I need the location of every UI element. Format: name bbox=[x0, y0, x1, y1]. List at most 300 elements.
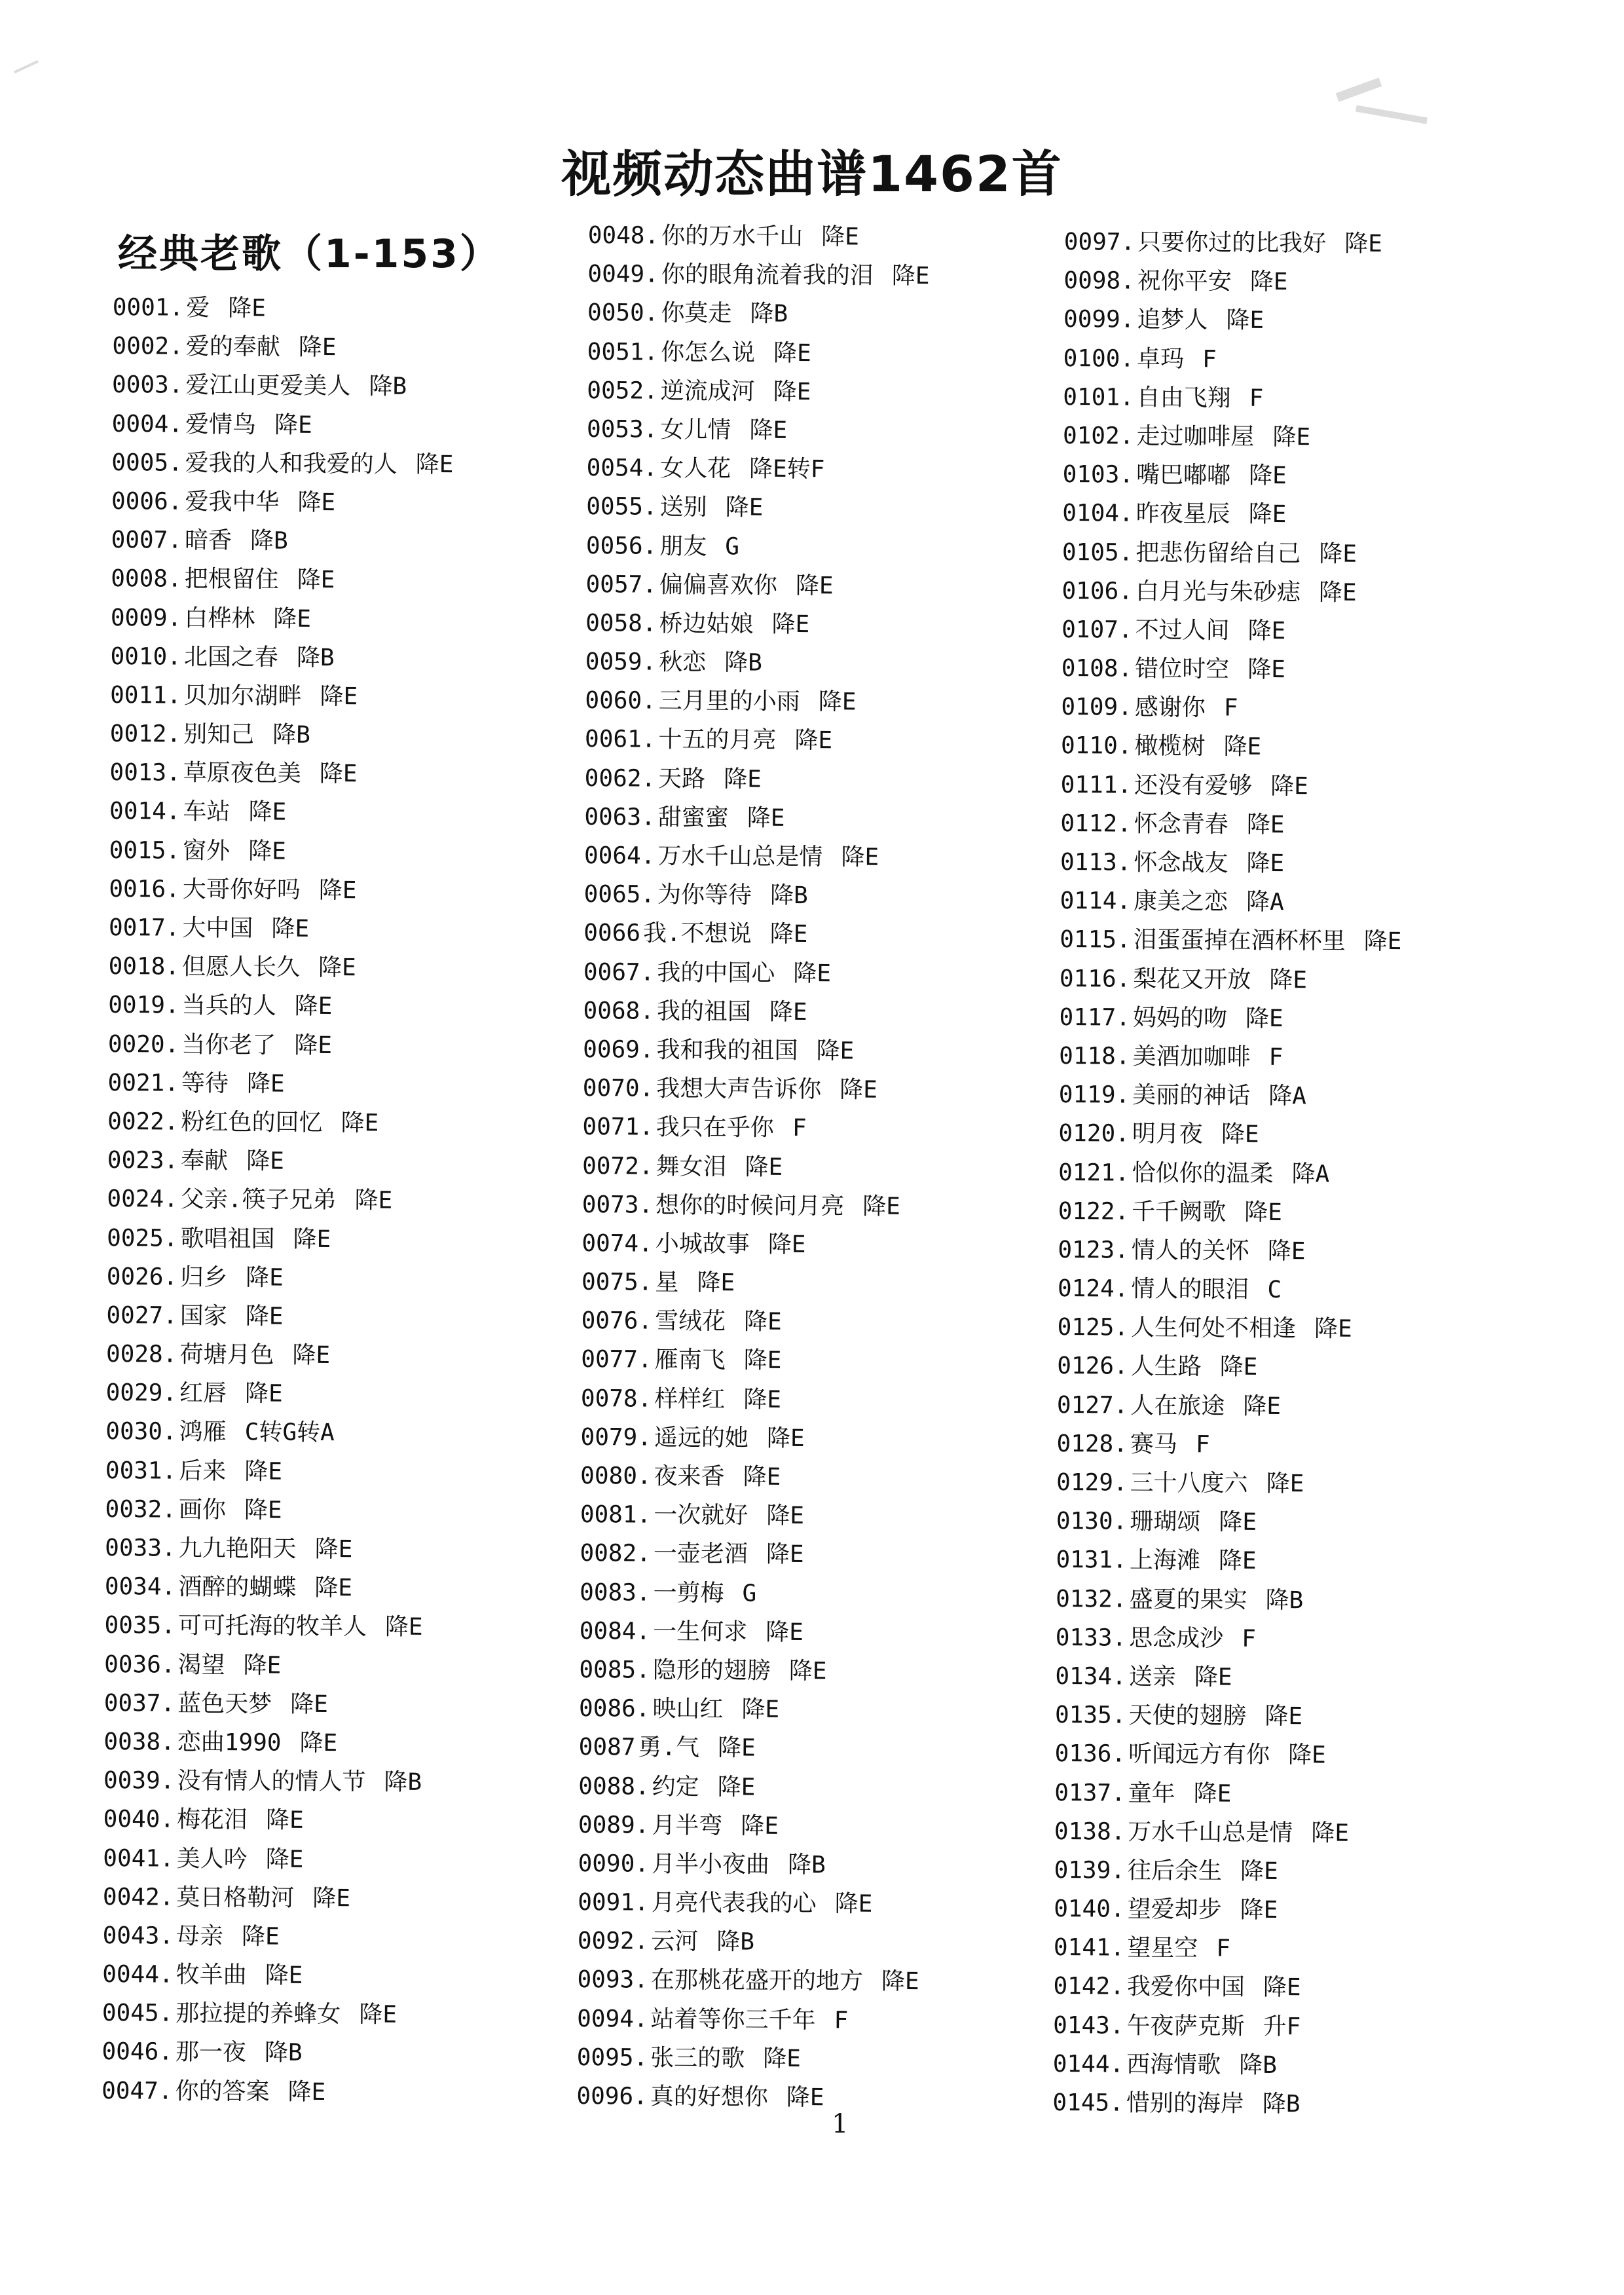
song-number: 0105. bbox=[1061, 538, 1134, 567]
song-number: 0077. bbox=[581, 1346, 652, 1374]
song-key: 降E bbox=[1264, 1703, 1303, 1730]
song-key: 降E bbox=[747, 804, 785, 832]
song-key: 降E bbox=[384, 1613, 423, 1641]
song-title: 为你等待 bbox=[657, 881, 752, 909]
song-title: 偏偏喜欢你 bbox=[659, 571, 778, 599]
song-number: 0059. bbox=[585, 648, 657, 676]
song-title: 美丽的神话 bbox=[1132, 1081, 1251, 1110]
song-number: 0045. bbox=[101, 2000, 174, 2027]
song-entry bbox=[111, 598, 452, 639]
song-number: 0006. bbox=[111, 487, 183, 515]
song-key: 降E bbox=[312, 1884, 351, 1912]
song-title: 不过人间 bbox=[1135, 616, 1230, 644]
song-entry bbox=[578, 1806, 920, 1846]
song-key: 降E bbox=[1270, 772, 1308, 800]
song-title: 梅花泪 bbox=[176, 1806, 248, 1834]
song-entry bbox=[584, 836, 926, 877]
song-title: 祝你平安 bbox=[1137, 267, 1232, 295]
song-number: 0107. bbox=[1061, 616, 1133, 644]
song-number: 0012. bbox=[109, 720, 181, 748]
song-number: 0130. bbox=[1056, 1508, 1128, 1535]
song-entry bbox=[578, 1766, 920, 1807]
song-key: 降E bbox=[1194, 1664, 1232, 1691]
song-key: 降B bbox=[716, 1928, 755, 1956]
song-entry bbox=[1060, 920, 1401, 961]
song-key: 降E bbox=[745, 1153, 783, 1181]
song-entry bbox=[112, 327, 454, 367]
song-number: 0032. bbox=[105, 1495, 177, 1523]
song-number: 0003. bbox=[111, 371, 183, 400]
song-number: 0097. bbox=[1063, 228, 1135, 256]
song-entry bbox=[1062, 532, 1404, 573]
song-title: 雪绒花 bbox=[654, 1307, 726, 1335]
song-number: 0136. bbox=[1054, 1740, 1126, 1768]
song-number: 0038. bbox=[103, 1728, 175, 1756]
song-key: 降E bbox=[767, 1231, 806, 1258]
song-title: 康美之恋 bbox=[1133, 887, 1228, 916]
song-key: 降E bbox=[766, 1502, 805, 1530]
song-title: 我和我的祖国 bbox=[656, 1036, 798, 1064]
song-number: 0125. bbox=[1057, 1314, 1129, 1341]
song-entry bbox=[1059, 998, 1401, 1039]
song-entry bbox=[579, 1689, 921, 1730]
song-title: 卓玛 bbox=[1136, 345, 1185, 373]
song-title: 我的中国心 bbox=[657, 959, 775, 987]
song-title: 一次就好 bbox=[654, 1501, 748, 1529]
song-key: 降E bbox=[1240, 1857, 1278, 1885]
song-number: 0040. bbox=[103, 1806, 175, 1833]
song-entry bbox=[1055, 1696, 1397, 1736]
song-number: 0071. bbox=[582, 1113, 654, 1141]
song-key: 降E bbox=[786, 2083, 824, 2112]
song-key: 降B bbox=[249, 527, 288, 555]
song-number: 0004. bbox=[111, 410, 183, 438]
song-number: 0048. bbox=[587, 221, 659, 250]
song-key: 降E bbox=[290, 1690, 329, 1718]
song-key: C转G转A bbox=[244, 1419, 335, 1447]
song-title: 万水千山总是情 bbox=[1128, 1818, 1293, 1846]
song-number: 0039. bbox=[103, 1767, 175, 1795]
song-number: 0002. bbox=[112, 333, 183, 360]
song-number: 0056. bbox=[585, 532, 657, 560]
song-title: 爱江山更爱美人 bbox=[185, 372, 351, 400]
song-number: 0122. bbox=[1058, 1197, 1130, 1225]
song-entry bbox=[111, 482, 453, 523]
song-entry bbox=[108, 947, 450, 988]
song-number: 0139. bbox=[1054, 1856, 1126, 1884]
song-number: 0081. bbox=[580, 1501, 652, 1529]
song-entry bbox=[576, 2077, 918, 2118]
song-number: 0008. bbox=[111, 565, 182, 593]
song-title: 舞女泪 bbox=[655, 1153, 727, 1180]
song-key: 降E bbox=[1319, 540, 1357, 568]
song-key: 降E bbox=[773, 378, 811, 405]
song-title: 母亲 bbox=[175, 1922, 224, 1950]
song-title: 还没有爱够 bbox=[1134, 772, 1253, 800]
song-number: 0029. bbox=[105, 1379, 177, 1407]
song-title: 走过咖啡屋 bbox=[1136, 422, 1255, 451]
song-title: 贝加尔湖畔 bbox=[183, 682, 302, 710]
song-title: 恰似你的温柔 bbox=[1132, 1159, 1274, 1187]
song-key: 降E bbox=[248, 837, 286, 865]
song-key: 降E bbox=[1272, 423, 1311, 451]
song-title: 张三的歌 bbox=[650, 2044, 745, 2072]
song-number: 0030. bbox=[105, 1418, 177, 1446]
song-entry bbox=[106, 1373, 448, 1414]
song-entry bbox=[1063, 300, 1405, 341]
song-entry bbox=[587, 371, 929, 412]
song-key: 降E bbox=[244, 1380, 283, 1408]
song-number: 0123. bbox=[1058, 1236, 1129, 1264]
song-title: 红唇 bbox=[179, 1379, 227, 1408]
song-number: 0076. bbox=[581, 1307, 653, 1335]
song-title: 渴望 bbox=[177, 1651, 225, 1679]
song-title: 月半小夜曲 bbox=[651, 1850, 770, 1878]
song-number: 0133. bbox=[1055, 1624, 1127, 1652]
song-entry bbox=[587, 255, 929, 295]
song-entry bbox=[585, 604, 927, 644]
song-key: 降E bbox=[1226, 307, 1264, 335]
song-entry bbox=[103, 1838, 445, 1879]
song-title: 珊瑚颂 bbox=[1130, 1508, 1201, 1536]
song-title: 望爱却步 bbox=[1127, 1895, 1222, 1924]
song-entry bbox=[102, 1955, 444, 1996]
song-key: 降E bbox=[1269, 966, 1308, 994]
song-number: 0127. bbox=[1056, 1391, 1128, 1419]
song-title: 惜别的海岸 bbox=[1126, 2089, 1244, 2118]
song-title: 情人的关怀 bbox=[1131, 1237, 1249, 1265]
song-entry bbox=[107, 1180, 449, 1220]
song-number: 0074. bbox=[581, 1229, 653, 1258]
song-title: 勇.气 bbox=[638, 1734, 700, 1762]
song-key: 降E bbox=[341, 1110, 379, 1137]
song-key: 降E bbox=[415, 451, 454, 478]
song-entry bbox=[110, 715, 452, 755]
song-key: 降E bbox=[841, 844, 879, 871]
song-key: 降B bbox=[384, 1768, 422, 1797]
song-key: 降E bbox=[769, 998, 807, 1026]
song-number: 0026. bbox=[106, 1263, 178, 1291]
song-key: 降E转F bbox=[748, 455, 825, 483]
song-title: 大中国 bbox=[182, 914, 253, 942]
song-title: 歌唱祖国 bbox=[180, 1225, 275, 1253]
song-title: 我.不想说 bbox=[642, 920, 752, 948]
song-entry bbox=[107, 1102, 449, 1143]
song-key: 降A bbox=[1291, 1160, 1330, 1188]
song-number: 0085. bbox=[579, 1656, 650, 1684]
song-entry bbox=[580, 1495, 922, 1536]
song-title: 人生何处不相逢 bbox=[1130, 1314, 1297, 1343]
song-title: 送亲 bbox=[1128, 1663, 1176, 1691]
song-key: 降B bbox=[264, 2039, 303, 2067]
song-title: 暗香 bbox=[184, 527, 232, 555]
song-key: 降E bbox=[1318, 579, 1357, 606]
song-key: 降E bbox=[265, 1962, 303, 1989]
song-number: 0132. bbox=[1056, 1585, 1127, 1613]
song-entry bbox=[1054, 1812, 1396, 1853]
song-entry bbox=[109, 908, 451, 949]
song-key: 降A bbox=[1268, 1083, 1307, 1110]
song-number: 0103. bbox=[1062, 461, 1134, 489]
song-key: 降E bbox=[298, 333, 337, 362]
song-title: 我的祖国 bbox=[656, 998, 752, 1026]
song-entry bbox=[1056, 1425, 1398, 1465]
song-title: 后来 bbox=[179, 1457, 227, 1485]
song-number: 0098. bbox=[1063, 267, 1135, 295]
song-title: 人在旅途 bbox=[1130, 1392, 1225, 1420]
song-entry bbox=[585, 720, 927, 760]
song-key: 降E bbox=[245, 1303, 284, 1330]
song-number: 0090. bbox=[578, 1850, 650, 1878]
song-number: 0010. bbox=[110, 643, 182, 671]
song-entry bbox=[578, 1922, 919, 1962]
song-key: 降E bbox=[1244, 1199, 1282, 1226]
song-entry bbox=[1054, 1773, 1396, 1814]
song-title: 映山红 bbox=[652, 1695, 724, 1723]
song-title: 草原夜色美 bbox=[183, 759, 301, 788]
song-title: 朋友 bbox=[659, 532, 707, 560]
song-title: 错位时空 bbox=[1135, 655, 1230, 683]
song-entry bbox=[110, 637, 452, 678]
song-number: 0065. bbox=[583, 881, 655, 908]
song-number: 0066 bbox=[583, 920, 641, 947]
song-key: 降E bbox=[294, 993, 333, 1020]
song-title: 桥边姑娘 bbox=[659, 610, 754, 638]
song-entry bbox=[103, 1723, 445, 1763]
song-entry bbox=[1063, 378, 1405, 419]
song-key: 降E bbox=[274, 411, 312, 439]
song-key: 降A bbox=[1246, 888, 1284, 916]
song-key: F bbox=[1249, 384, 1264, 412]
song-entry bbox=[102, 1994, 444, 2034]
song-key: 降E bbox=[771, 610, 810, 638]
song-key: 降E bbox=[1243, 1392, 1282, 1420]
song-title: 梨花又开放 bbox=[1133, 965, 1251, 994]
song-number: 0057. bbox=[585, 570, 657, 599]
song-number: 0068. bbox=[583, 997, 655, 1025]
song-title: 三十八度六 bbox=[1130, 1469, 1248, 1497]
song-key: 降E bbox=[840, 1076, 878, 1104]
song-entry bbox=[1056, 1502, 1398, 1542]
song-entry bbox=[1058, 1153, 1400, 1193]
song-number: 0112. bbox=[1060, 810, 1132, 838]
song-key: 降E bbox=[246, 1263, 284, 1292]
song-title: 上海滩 bbox=[1129, 1547, 1201, 1575]
song-number: 0075. bbox=[581, 1269, 653, 1296]
song-title: 女人花 bbox=[659, 455, 731, 483]
song-title: 三月里的小雨 bbox=[658, 687, 800, 716]
song-title: 思念成沙 bbox=[1129, 1624, 1224, 1652]
song-key: 降E bbox=[1344, 230, 1383, 257]
song-number: 0073. bbox=[581, 1191, 654, 1219]
song-number: 0069. bbox=[583, 1036, 654, 1064]
song-number: 0089. bbox=[578, 1811, 650, 1839]
song-key: 降E bbox=[297, 567, 335, 594]
song-title: 父亲.筷子兄弟 bbox=[180, 1185, 337, 1214]
song-entry bbox=[1054, 1851, 1395, 1892]
song-entry bbox=[1056, 1618, 1397, 1659]
song-entry bbox=[586, 487, 928, 528]
song-entry bbox=[1058, 1308, 1399, 1349]
song-title: 我只在乎你 bbox=[655, 1113, 775, 1142]
song-entry bbox=[587, 333, 929, 373]
song-key: 降E bbox=[1240, 1896, 1278, 1924]
song-title: 望星空 bbox=[1127, 1934, 1198, 1962]
song-number: 0082. bbox=[580, 1540, 652, 1567]
song-title: 九九艳阳天 bbox=[178, 1535, 297, 1563]
song-title: 把悲伤留给自己 bbox=[1135, 539, 1301, 567]
song-title: 听闻远方有你 bbox=[1128, 1740, 1270, 1769]
song-key: 降E bbox=[318, 954, 356, 982]
song-entry bbox=[1062, 494, 1404, 534]
song-key: 降E bbox=[1246, 811, 1285, 838]
song-entry bbox=[105, 1412, 447, 1453]
song-key: 降E bbox=[228, 295, 267, 322]
song-title: 我爱你中国 bbox=[1126, 1973, 1246, 2002]
song-entry bbox=[1063, 261, 1405, 302]
song-title: 一剪梅 bbox=[653, 1579, 724, 1607]
song-entry bbox=[1063, 339, 1405, 380]
song-title: 可可托海的牧羊人 bbox=[177, 1613, 367, 1641]
song-key: F bbox=[792, 1115, 807, 1142]
song-number: 0134. bbox=[1055, 1662, 1126, 1690]
song-entry bbox=[577, 2000, 919, 2040]
song-number: 0144. bbox=[1052, 2050, 1124, 2078]
song-number: 0106. bbox=[1061, 577, 1134, 605]
song-number: 0049. bbox=[587, 261, 659, 288]
song-entry bbox=[1060, 843, 1402, 884]
song-entry bbox=[103, 1800, 445, 1840]
song-entry bbox=[1064, 223, 1406, 263]
song-entry bbox=[1061, 572, 1403, 612]
song-entry bbox=[109, 870, 451, 910]
song-key: 降E bbox=[725, 494, 764, 521]
song-key: 降B bbox=[769, 882, 808, 910]
song-key: 降E bbox=[294, 1032, 333, 1059]
song-entry bbox=[1055, 1734, 1397, 1775]
song-title: 嘴巴嘟嘟 bbox=[1135, 461, 1231, 489]
song-number: 0129. bbox=[1056, 1468, 1128, 1497]
song-key: 降E bbox=[749, 417, 788, 444]
song-entry bbox=[587, 410, 929, 451]
song-entry bbox=[108, 1025, 450, 1066]
song-number: 0096. bbox=[576, 2082, 648, 2110]
song-number: 0102. bbox=[1062, 422, 1134, 450]
song-key: 降E bbox=[359, 2001, 397, 2028]
song-number: 0058. bbox=[585, 609, 657, 637]
scan-artifact bbox=[1336, 77, 1382, 102]
song-number: 0043. bbox=[102, 1922, 174, 1950]
song-entry bbox=[1058, 1114, 1400, 1155]
song-title: 等待 bbox=[181, 1070, 229, 1097]
song-key: 降E bbox=[1247, 656, 1286, 684]
song-title: 蓝色天梦 bbox=[177, 1690, 272, 1718]
song-title: 天路 bbox=[658, 765, 706, 793]
song-number: 0011. bbox=[110, 681, 181, 709]
song-entry bbox=[103, 1878, 445, 1918]
song-number: 0055. bbox=[586, 493, 657, 521]
song-number: 0114. bbox=[1060, 887, 1132, 915]
song-number: 0042. bbox=[102, 1883, 174, 1911]
song-entry bbox=[1059, 1075, 1401, 1116]
song-entry bbox=[583, 992, 925, 1032]
song-number: 0061. bbox=[584, 726, 656, 754]
song-key: F bbox=[1268, 1043, 1283, 1072]
song-number: 0141. bbox=[1053, 1934, 1125, 1962]
song-key: 降E bbox=[1311, 1819, 1350, 1847]
song-title: 爱我中华 bbox=[185, 488, 280, 516]
song-number: 0018. bbox=[108, 953, 180, 980]
song-title: 画你 bbox=[178, 1496, 227, 1523]
song-number: 0121. bbox=[1058, 1159, 1130, 1187]
song-title: 橄榄树 bbox=[1134, 733, 1206, 760]
song-key: 降E bbox=[293, 1225, 331, 1253]
song-key: 降E bbox=[1248, 462, 1287, 490]
song-key: 降E bbox=[1219, 1353, 1258, 1381]
song-list-column-3 bbox=[1052, 223, 1406, 2124]
song-entry bbox=[107, 1141, 449, 1182]
song-title: 没有情人的情人节 bbox=[177, 1767, 366, 1796]
song-entry bbox=[580, 1418, 922, 1459]
song-number: 0104. bbox=[1062, 500, 1134, 527]
song-number: 0028. bbox=[105, 1341, 177, 1368]
song-number: 0086. bbox=[578, 1695, 650, 1723]
song-number: 0088. bbox=[578, 1772, 650, 1801]
song-title: 万水千山总是情 bbox=[657, 842, 823, 871]
song-number: 0135. bbox=[1054, 1702, 1126, 1729]
song-number: 0019. bbox=[108, 992, 179, 1020]
song-title: 牧羊曲 bbox=[175, 1961, 247, 1989]
song-title: 窗外 bbox=[183, 837, 231, 865]
song-entry bbox=[1062, 455, 1404, 496]
song-key: F bbox=[1223, 694, 1238, 722]
song-title: 人生路 bbox=[1130, 1353, 1202, 1381]
song-entry bbox=[585, 759, 927, 800]
song-entry bbox=[580, 1534, 921, 1575]
song-key: 降E bbox=[1314, 1315, 1352, 1343]
song-number: 0009. bbox=[110, 604, 182, 632]
song-number: 0109. bbox=[1061, 694, 1132, 721]
song-entry bbox=[586, 449, 928, 489]
song-entry bbox=[1056, 1580, 1397, 1620]
song-title: 真的好想你 bbox=[650, 2083, 768, 2111]
song-title: 你莫走 bbox=[661, 300, 732, 327]
song-entry bbox=[584, 798, 926, 838]
song-title: 你怎么说 bbox=[660, 339, 756, 367]
song-number: 0113. bbox=[1060, 848, 1132, 876]
song-entry bbox=[580, 1612, 921, 1652]
song-title: 明月夜 bbox=[1132, 1120, 1204, 1148]
song-key: 降E bbox=[766, 1618, 804, 1646]
page-title: 视频动态曲谱1462首 bbox=[561, 145, 1063, 203]
song-title: 怀念战友 bbox=[1134, 849, 1228, 877]
song-title: 午夜萨克斯 bbox=[1126, 2012, 1245, 2040]
song-title: 夜来香 bbox=[654, 1463, 725, 1491]
song-key: 降E bbox=[834, 1890, 873, 1918]
song-number: 0100. bbox=[1063, 345, 1135, 373]
song-key: 降E bbox=[246, 1148, 285, 1175]
song-entry bbox=[588, 216, 930, 257]
song-entry bbox=[577, 1960, 919, 2001]
song-title: 天使的翅膀 bbox=[1128, 1702, 1247, 1730]
song-number: 0095. bbox=[576, 2043, 648, 2072]
song-key: 降E bbox=[741, 1696, 780, 1723]
song-entry bbox=[1052, 2083, 1394, 2124]
song-number: 0145. bbox=[1052, 2089, 1124, 2117]
song-number: 0027. bbox=[106, 1301, 177, 1330]
song-entry bbox=[1063, 417, 1405, 457]
song-title: 盛夏的果实 bbox=[1129, 1586, 1247, 1614]
